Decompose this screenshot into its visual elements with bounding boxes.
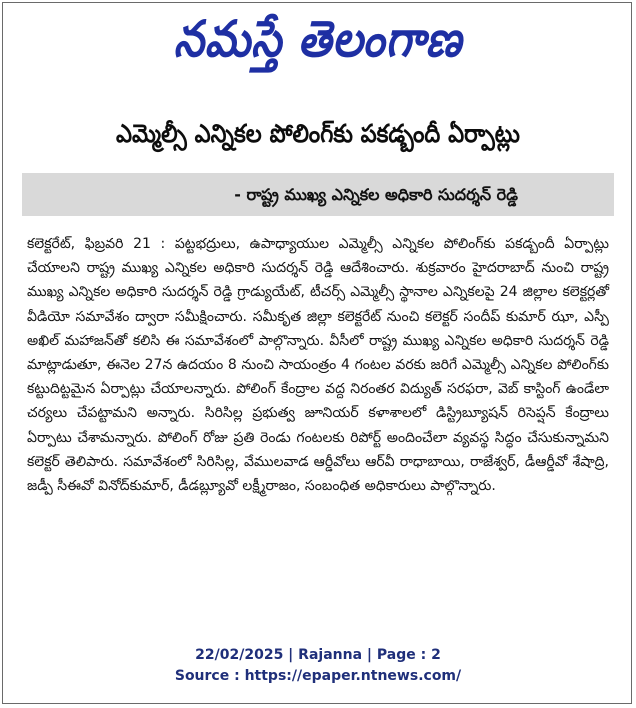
article-subheadline: - రాష్ట్ర ముఖ్య ఎన్నికల అధికారి సుదర్శన్ రెడ్డి bbox=[234, 185, 518, 204]
article-headline: ఎమ్మెల్సీ ఎన్నికల పోలింగ్‌కు పకడ్బందీ ఏర్పాట్లు bbox=[116, 119, 520, 148]
newspaper-masthead: నమస్తే తెలంగాణ bbox=[173, 10, 463, 68]
article-body bbox=[27, 232, 609, 498]
subheadline-box bbox=[22, 173, 614, 216]
article-paragraph: కలెక్టరేట్, ఫిబ్రవరి 21 : పట్టభద్రులు, ఉపాధ్యాయుల ఎమ్మెల్సీ ఎన్నికల పోలింగ్‌కు పకడ్బందీ ఏర్పాట్లు చేయాలని రాష్ట్ర ముఖ్య ఎన్నికల అధికారి సుదర్శన్ రెడ్డి ఆదేశించారు. శుక్రవారం హైదరాబాద్ నుంచి రాష్ట్ర ముఖ్య ఎన్నికల అధికారి సుదర్శన్ రెడ్డి గ్రాడ్యుయేట్, టీచర్స్ ఎమ్మెల్సీ స్థానాల ఎన్నికలపై 24 జిల్లాల కలెక్టర్లతో వీడియో సమావేశం ద్వారా సమీక్షించారు. సమీకృత జిల్లా కలెక్టరేట్ నుంచి కలెక్టర్ సందీప్ కుమార్ ఝా, ఎస్పీ అఖిల్ మహాజన్‌తో కలిసి ఈ సమావేశంలో పాల్గొన్నారు. వీసీలో రాష్ట్ర ముఖ్య ఎన్నికల అధికారి సుదర్శన్ రెడ్డి మాట్లాడుతూ, ఈనెల 27న ఉదయం 8 నుంచి సాయంత్రం 4 గంటల వరకు జరిగే ఎమ్మెల్సీ ఎన్నికల పోలింగ్‌కు కట్టుదిట్టమైన ఏర్పాట్లు చేయాలన్నారు. పోలింగ్ కేంద్రాల వద్ద నిరంతర విద్యుత్ సరఫరా, వెబ్ కాస్టింగ్ ఉండేలా చర్యలు చేపట్టామని అన్నారు. సిరిసిల్ల ప్రభుత్వ జూనియర్ కళాశాలలో డిస్ట్రిబ్యూషన్ రిసెప్షన్ కేంద్రాలు ఏర్పాటు చేశామన్నారు. పోలింగ్ రోజు ప్రతి రెండు గంటలకు రిపోర్ట్ అందించేలా వ్యవస్థ సిద్ధం చేసుకున్నామని కలెక్టర్ తెలిపారు. సమావేశంలో సిరిసిల్ల, వేములవాడ ఆర్డీవోలు ఆర్‌వీ రాధాబాయి, రాజేశ్వర్, డీఆర్డీవో శేషాద్రి, జడ్పీ సీఈవో వినోద్‌కుమార్, డీడబ్ల్యూవో లక్ష్మీరాజం, సంబంధిత అధికారులు పాల్గొన్నారు. bbox=[27, 236, 609, 495]
footer-source-link[interactable]: Source : https://epaper.ntnews.com/ bbox=[174, 668, 462, 684]
footer-date-edition-page: 22/02/2025 | Rajanna | Page : 2 bbox=[195, 647, 441, 663]
footer bbox=[0, 645, 636, 687]
